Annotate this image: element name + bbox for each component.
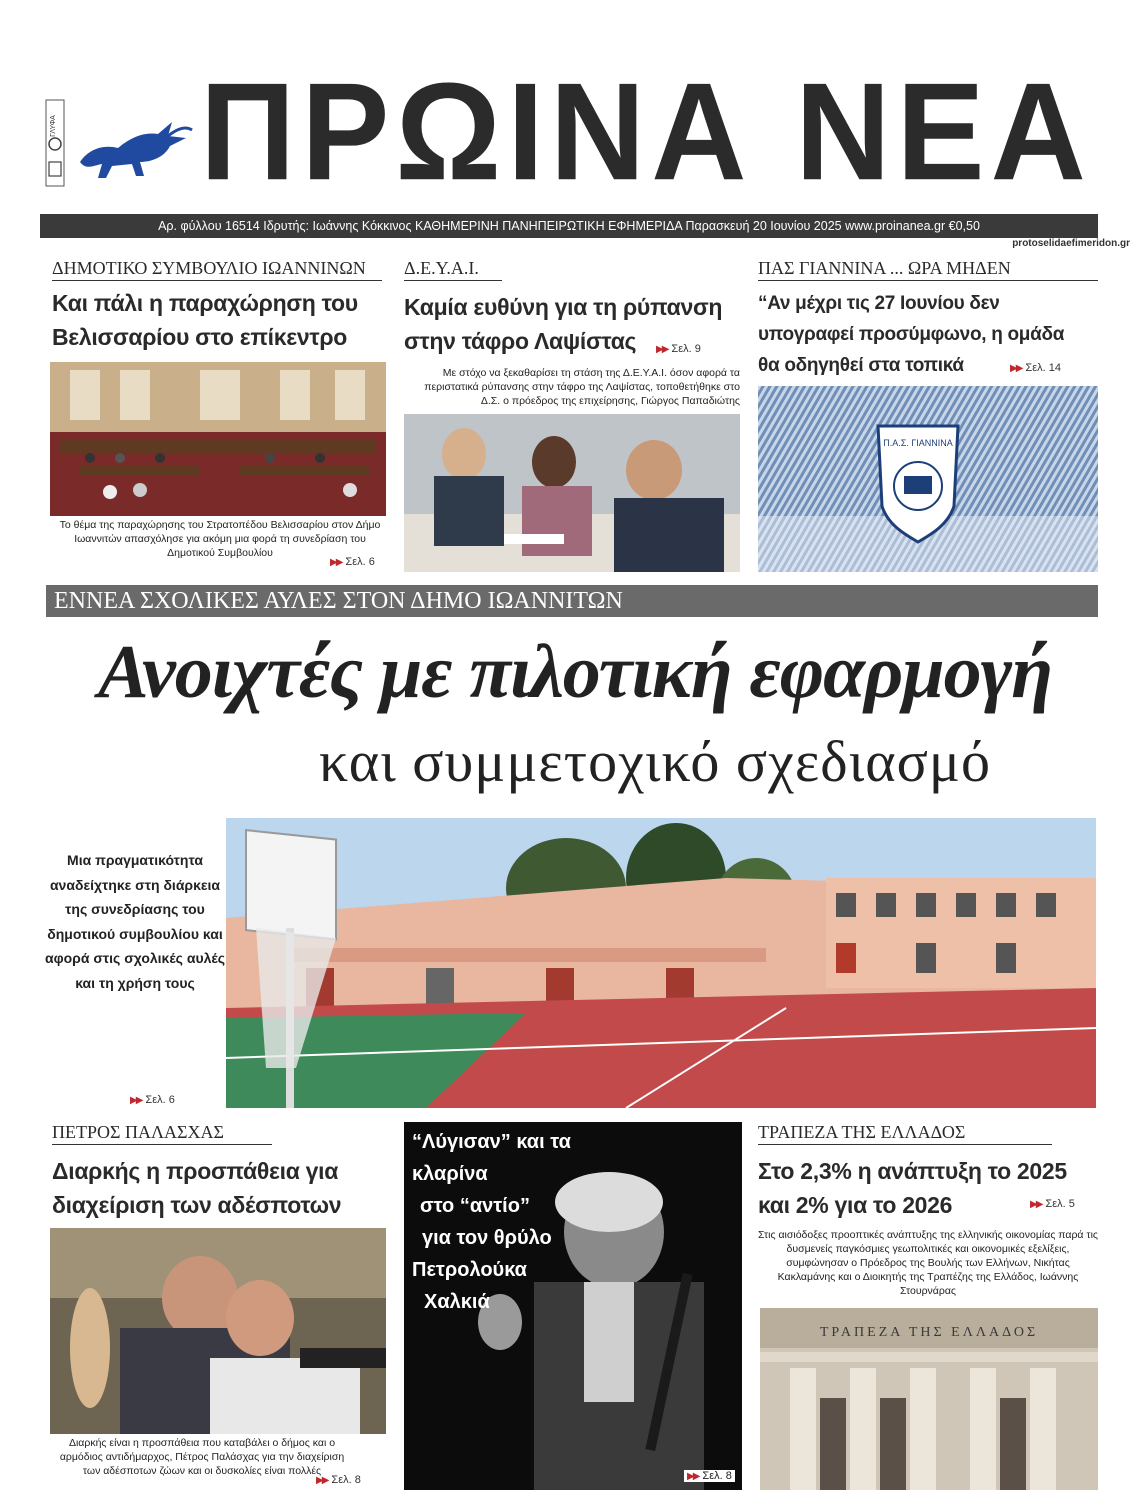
arrow-icon: ▶▶ <box>130 1095 142 1106</box>
masthead-logo <box>40 92 200 202</box>
pas-headline[interactable]: “Αν μέχρι τις 27 Ιουνίου δεν υπογραφεί προσύμφωνο, η ομάδα θα οδηγηθεί στα τοπικά <box>758 293 1065 376</box>
masthead-infobar: Αρ. φύλλου 16514 Ιδρυτής: Ιωάννης Κόκκινος ΚΑΘΗΜΕΡΙΝΗ ΠΑΝΗΠΕΙΡΩΤΙΚΗ ΕΦΗΜΕΡΙΔΑ Παρασκευή 20 Ιουνίου 2025 www.proinanea.gr €0,50 <box>40 214 1098 238</box>
main-side-text: Μια πραγματικότητα αναδείχτηκε στη διάρκεια της συνεδρίασης του δημοτικού συμβουλίου και αφορά στις σχολικές αυλές και τη χρήση τους <box>44 852 225 991</box>
masthead-title: ΠΡΩΙΝΑ ΝΕΑ <box>200 54 1092 209</box>
bank-caption: Στις αισιόδοξες προοπτικές ανάπτυξης της ελληνικής οικονομίας παρά τις δυσμενείς παγκόσμιες γεωπολιτικές και οικονομικές εξελίξεις, συμφώνησαν ο Πρόεδρος της Βουλής των Ελλήνων, Νικήτας Κακλαμάνης και ο Διοικητής της Τραπέζης της Ελλάδος, Ιωάννης Στουρνάρας <box>758 1229 1098 1297</box>
pas-see-page[interactable] <box>1010 362 1061 374</box>
arrow-icon: ▶▶ <box>656 344 668 355</box>
clarinet-panel <box>404 1122 742 1490</box>
clarinet-line-5: Χαλκιά <box>424 1291 490 1313</box>
clarinet-line-2: στο “αντίο” <box>420 1195 530 1217</box>
pas-badge-text: Π.Α.Σ. ΓΙΑΝΝΙΝΑ <box>883 438 953 448</box>
deyai-kicker: Δ.Ε.Υ.Α.Ι. <box>404 258 502 281</box>
palaschas-caption: Διαρκής είναι η προσπάθεια που καταβάλει ο δήμος και ο αρμόδιος αντιδήμαρχος, Πέτρος Παλάσχας για την διαχείριση των αδέσποτων ζώων και οι δυσκολίες είναι πολλές <box>59 1437 345 1477</box>
council-headline[interactable]: Και πάλι η παραχώρηση του Βελισσαρίου στο επίκεντρο <box>52 290 358 350</box>
deyai-see-page[interactable] <box>656 343 701 355</box>
palaschas-photo <box>50 1228 386 1434</box>
clarinet-see-page[interactable] <box>684 1470 735 1482</box>
clarinet-text[interactable] <box>412 1126 622 1318</box>
council-caption: Το θέμα της παραχώρησης του Στρατοπέδου Βελισσαρίου στον Δήμο Ιωαννιτών απασχόλησε για ακόμη μια φορά τη συνεδρίαση του Δημοτικού Συμβουλίου <box>59 519 381 559</box>
main-banner: ΕΝΝΕΑ ΣΧΟΛΙΚΕΣ ΑΥΛΕΣ ΣΤΟΝ ΔΗΜΟ ΙΩΑΝΝΙΤΩΝ <box>46 585 1098 617</box>
clarinet-see-label: Σελ. 8 <box>702 1470 732 1482</box>
bank-kicker: ΤΡΑΠΕΖΑ ΤΗΣ ΕΛΛΑΔΟΣ <box>758 1122 1052 1145</box>
palaschas-see-label: Σελ. 8 <box>331 1474 361 1486</box>
main-subhead: και συμμετοχικό σχεδιασμό <box>319 729 991 794</box>
arrow-icon: ▶▶ <box>687 1471 699 1482</box>
clarinet-line-4: Πετρολούκα <box>412 1259 527 1281</box>
watermark: protoselidaefimeridon.gr <box>1012 238 1130 249</box>
clarinet-line-3: για τον θρύλο <box>422 1227 552 1249</box>
deyai-headline[interactable]: Καμία ευθύνη για τη ρύπανση στην τάφρο Λαψίστας <box>404 294 723 354</box>
main-see-label: Σελ. 6 <box>145 1094 175 1106</box>
arrow-icon: ▶▶ <box>316 1475 328 1486</box>
deyai-caption: Με στόχο να ξεκαθαρίσει τη στάση της Δ.Ε.Υ.Α.Ι. όσον αφορά τα περιστατικά ρύπανσης στην τάφρο της Λαψίστας, τοποθετήθηκε στο Δ.Σ. ο πρόεδρος της επιχείρησης, Γιώργος Παπαδιώτης <box>424 367 740 407</box>
arrow-icon: ▶▶ <box>1030 1199 1042 1210</box>
main-headline[interactable]: Ανοιχτές με πιλοτική εφαρμογή <box>98 630 1052 714</box>
main-see-page[interactable] <box>130 1094 175 1106</box>
council-see-label: Σελ. 6 <box>345 556 375 568</box>
bank-see-page[interactable] <box>1030 1198 1075 1210</box>
schoolyard-photo <box>226 818 1096 1108</box>
clarinet-line-1: “Λύγισαν” και τα κλαρίνα <box>412 1131 571 1185</box>
pas-photo <box>758 386 1098 572</box>
palaschas-kicker: ΠΕΤΡΟΣ ΠΑΛΑΣΧΑΣ <box>52 1122 272 1145</box>
council-photo <box>50 362 386 516</box>
palaschas-headline[interactable]: Διαρκής η προσπάθεια για διαχείριση των αδέσποτων <box>52 1158 342 1218</box>
deyai-photo <box>404 414 740 572</box>
pas-see-label: Σελ. 14 <box>1025 362 1061 374</box>
palaschas-see-page[interactable] <box>316 1474 361 1486</box>
council-kicker: ΔΗΜΟΤΙΚΟ ΣΥΜΒΟΥΛΙΟ ΙΩΑΝΝΙΝΩΝ <box>52 258 382 281</box>
arrow-icon: ▶▶ <box>1010 363 1022 374</box>
council-see-page[interactable] <box>330 556 375 568</box>
logo-vertical-text: ΓΛΥΦΑ <box>50 115 57 137</box>
bank-see-label: Σελ. 5 <box>1045 1198 1075 1210</box>
bank-headline[interactable]: Στο 2,3% η ανάπτυξη το 2025 και 2% για το 2026 <box>758 1158 1067 1218</box>
deyai-see-label: Σελ. 9 <box>671 343 701 355</box>
pas-kicker: ΠΑΣ ΓΙΑΝΝΙΝΑ ... ΩΡΑ ΜΗΔΕΝ <box>758 258 1098 281</box>
arrow-icon: ▶▶ <box>330 557 342 568</box>
bank-photo <box>760 1308 1098 1490</box>
bank-facade-text: ΤΡΑΠΕΖΑ ΤΗΣ ΕΛΛΑΔΟΣ <box>819 1325 1039 1340</box>
